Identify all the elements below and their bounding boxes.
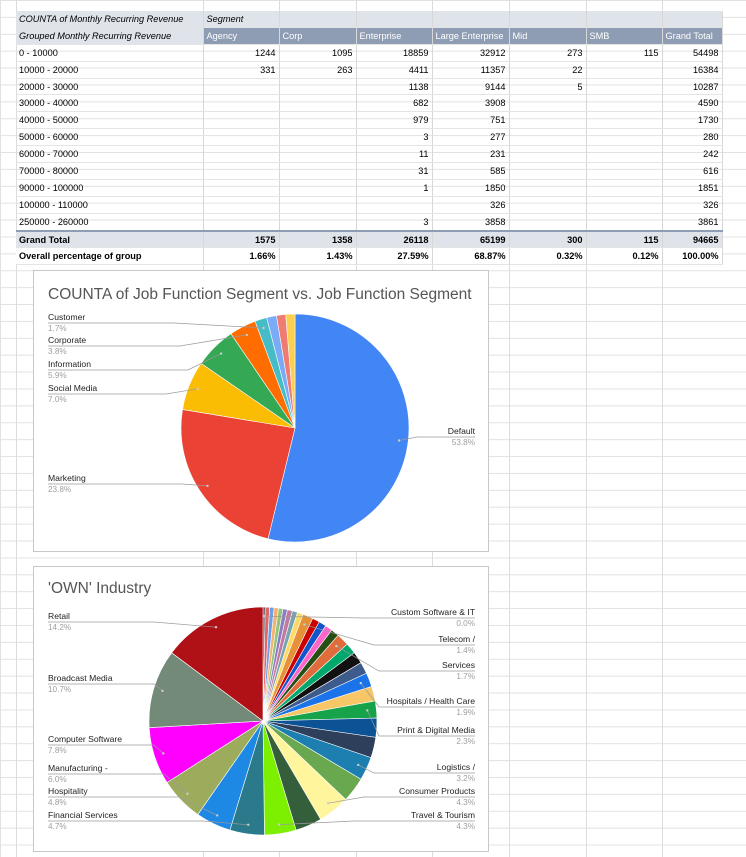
cell[interactable]: 263 [279, 61, 356, 78]
grand-total-row [16, 231, 722, 248]
cell[interactable] [279, 112, 356, 129]
cell[interactable] [586, 112, 662, 129]
slice-label: Default [447, 426, 475, 436]
cell[interactable] [203, 196, 279, 213]
slice-percent-label: 0.0% [456, 619, 475, 628]
slice-label: Consumer Products [399, 786, 475, 796]
row-label[interactable]: 70000 - 80000 [16, 163, 203, 180]
slice-percent-label: 1.7% [48, 324, 67, 333]
cell[interactable]: 3908 [432, 95, 509, 112]
slice-percent-label: 53.8% [451, 438, 475, 447]
row-label[interactable]: 100000 - 110000 [16, 196, 203, 213]
cell[interactable]: 11 [356, 146, 432, 163]
row-label[interactable]: 50000 - 60000 [16, 129, 203, 146]
pivot-row [16, 95, 722, 112]
row-group-header[interactable]: Grouped Monthly Recurring Revenue [16, 27, 203, 44]
cell[interactable] [586, 163, 662, 180]
row-label[interactable]: 30000 - 40000 [16, 95, 203, 112]
cell[interactable] [203, 179, 279, 196]
pivot-header-row [16, 11, 722, 27]
column-header[interactable]: Mid [509, 27, 586, 44]
cell[interactable] [203, 112, 279, 129]
cell[interactable]: 3 [356, 213, 432, 230]
pivot-row [16, 146, 722, 163]
slice-percent-label: 3.2% [456, 774, 475, 783]
cell[interactable] [203, 129, 279, 146]
column-header[interactable]: Large Enterprise [432, 27, 509, 44]
cell[interactable]: 1575 [203, 231, 279, 248]
cell[interactable]: 22 [509, 61, 586, 78]
cell[interactable]: 3858 [432, 213, 509, 230]
slice-percent-label: 6.0% [48, 775, 67, 784]
slice-percent-label: 5.9% [48, 371, 67, 380]
cell[interactable]: 3861 [662, 213, 722, 230]
cell[interactable]: 1 [356, 179, 432, 196]
cell[interactable]: 1358 [279, 231, 356, 248]
leader-dot [398, 439, 400, 441]
pivot-table [16, 11, 723, 265]
cell[interactable]: 1851 [662, 179, 722, 196]
row-label[interactable]: 10000 - 20000 [16, 61, 203, 78]
cell[interactable] [279, 179, 356, 196]
percentage-label[interactable]: Overall percentage of group [16, 248, 203, 265]
cell[interactable]: 277 [432, 129, 509, 146]
cell[interactable] [586, 196, 662, 213]
leader-dot [215, 626, 217, 628]
cell[interactable]: 18859 [356, 44, 432, 61]
cell[interactable]: 1095 [279, 44, 356, 61]
slice-percent-label: 1.4% [456, 646, 475, 655]
cell[interactable]: 115 [586, 44, 662, 61]
pivot-row [16, 213, 722, 230]
leader-dot [303, 623, 305, 625]
cell[interactable]: 94665 [662, 231, 722, 248]
chart-title: COUNTA of Job Function Segment vs. Job Function Segment [48, 286, 472, 303]
cell[interactable] [509, 213, 586, 230]
slice-label: Social Media [48, 383, 98, 393]
cell[interactable]: 326 [432, 196, 509, 213]
column-header[interactable]: Agency [203, 27, 279, 44]
leader-dot [161, 690, 163, 692]
slice-percent-label: 23.8% [48, 485, 72, 494]
leader-line [48, 622, 216, 627]
cell[interactable] [586, 78, 662, 95]
cell[interactable]: 4590 [662, 95, 722, 112]
industry-pie-chart[interactable] [33, 566, 489, 852]
column-header[interactable]: Corp [279, 27, 356, 44]
slice-label: Computer Software [48, 734, 123, 744]
cell[interactable]: 1138 [356, 78, 432, 95]
leader-dot [263, 615, 265, 617]
slice-percent-label: 1.9% [456, 708, 475, 717]
cell[interactable] [203, 163, 279, 180]
leader-line [48, 484, 208, 486]
row-label[interactable]: 40000 - 50000 [16, 112, 203, 129]
slice-label: Logistics / [436, 762, 475, 772]
row-label[interactable]: 60000 - 70000 [16, 146, 203, 163]
pivot-row [16, 163, 722, 180]
cell[interactable] [279, 129, 356, 146]
slice-label: Print & Digital Media [397, 725, 475, 735]
leader-dot [262, 327, 264, 329]
pivot-row [16, 112, 722, 129]
cell[interactable]: 1.43% [279, 248, 356, 265]
cell[interactable] [586, 129, 662, 146]
slice-percent-label: 2.3% [456, 737, 475, 746]
slice-percent-label: 4.3% [456, 798, 475, 807]
leader-dot [357, 764, 359, 766]
cell[interactable]: 65199 [432, 231, 509, 248]
slice-label: Corporate [48, 335, 87, 345]
cell[interactable] [279, 78, 356, 95]
pivot-row [16, 129, 722, 146]
row-label[interactable]: 20000 - 30000 [16, 78, 203, 95]
leader-dot [335, 645, 337, 647]
leader-dot [220, 352, 222, 354]
cell[interactable]: 585 [432, 163, 509, 180]
cell[interactable]: 4411 [356, 61, 432, 78]
cell[interactable]: 1244 [203, 44, 279, 61]
slice-label: Custom Software & IT [390, 607, 475, 617]
cell[interactable]: 16384 [662, 61, 722, 78]
slice-label: Marketing [48, 473, 86, 483]
segment-header[interactable]: Segment [203, 11, 279, 27]
slice-percent-label: 7.0% [48, 395, 67, 404]
chart-title: 'OWN' Industry [48, 580, 152, 597]
column-header[interactable]: Grand Total [662, 27, 722, 44]
cell[interactable]: 3 [356, 129, 432, 146]
leader-line [48, 323, 264, 328]
cell[interactable]: 27.59% [356, 248, 432, 265]
leader-dot [186, 793, 188, 795]
row-label[interactable]: 0 - 10000 [16, 44, 203, 61]
slice-percent-label: 4.7% [48, 822, 67, 831]
cell[interactable] [203, 95, 279, 112]
cell[interactable]: 11357 [432, 61, 509, 78]
slice-label: Broadcast Media [48, 673, 113, 683]
cell[interactable]: 5 [509, 78, 586, 95]
leader-dot [216, 814, 218, 816]
slice-label: Financial Services [48, 810, 118, 820]
slice-percent-label: 3.8% [48, 347, 67, 356]
slice-percent-label: 10.7% [48, 685, 72, 694]
cell[interactable]: 26118 [356, 231, 432, 248]
pivot-row [16, 44, 722, 61]
cell[interactable] [509, 179, 586, 196]
pivot-row [16, 196, 722, 213]
cell[interactable] [586, 61, 662, 78]
job-function-pie-chart[interactable] [33, 270, 489, 552]
leader-dot [197, 388, 199, 390]
slice-label: Retail [48, 611, 70, 621]
cell[interactable] [586, 179, 662, 196]
slice-percent-label: 14.2% [48, 623, 72, 632]
pivot-row [16, 61, 722, 78]
cell[interactable] [509, 146, 586, 163]
cell[interactable] [586, 146, 662, 163]
cell[interactable] [509, 196, 586, 213]
leader-dot [206, 485, 208, 487]
cell[interactable]: 0.12% [586, 248, 662, 265]
cell[interactable]: 682 [356, 95, 432, 112]
slice-label: Information [48, 359, 91, 369]
leader-dot [246, 334, 248, 336]
slice-label: Hospitality [48, 786, 88, 796]
cell[interactable]: 1730 [662, 112, 722, 129]
leader-dot [278, 823, 280, 825]
cell[interactable]: 1.66% [203, 248, 279, 265]
pivot-corner-title[interactable]: COUNTA of Monthly Recurring Revenue [16, 11, 203, 27]
slice-percent-label: 4.3% [456, 822, 475, 831]
cell[interactable]: 280 [662, 129, 722, 146]
cell[interactable]: 115 [586, 231, 662, 248]
cell[interactable] [279, 95, 356, 112]
cell[interactable]: 54498 [662, 44, 722, 61]
cell[interactable] [356, 196, 432, 213]
leader-dot [360, 682, 362, 684]
cell[interactable]: 979 [356, 112, 432, 129]
cell[interactable] [279, 146, 356, 163]
pivot-body [16, 44, 722, 230]
slice-label: Customer [48, 312, 86, 322]
leader-dot [247, 824, 249, 826]
cell[interactable]: 326 [662, 196, 722, 213]
slice-label: Hospitals / Health Care [386, 696, 475, 706]
pivot-row [16, 179, 722, 196]
column-header[interactable]: SMB [586, 27, 662, 44]
slice-label: Services [442, 660, 475, 670]
cell[interactable] [203, 146, 279, 163]
cell[interactable]: 32912 [432, 44, 509, 61]
slice-label: Manufacturing - [48, 763, 108, 773]
cell[interactable] [586, 213, 662, 230]
pivot-column-header-row [16, 27, 722, 44]
cell[interactable]: 100.00% [662, 248, 722, 265]
cell[interactable] [279, 213, 356, 230]
slice-label: Telecom / [438, 634, 475, 644]
cell[interactable] [203, 78, 279, 95]
cell[interactable]: 273 [509, 44, 586, 61]
pivot-row [16, 78, 722, 95]
cell[interactable] [509, 129, 586, 146]
leader-dot [366, 709, 368, 711]
grand-total-label[interactable]: Grand Total [16, 231, 203, 248]
leader-dot [327, 802, 329, 804]
cell[interactable]: 231 [432, 146, 509, 163]
cell[interactable]: 300 [509, 231, 586, 248]
slice-percent-label: 1.7% [456, 672, 475, 681]
cell[interactable] [509, 112, 586, 129]
cell[interactable]: 10287 [662, 78, 722, 95]
cell[interactable]: 31 [356, 163, 432, 180]
cell[interactable]: 9144 [432, 78, 509, 95]
slice-percent-label: 4.8% [48, 798, 67, 807]
cell[interactable]: 68.87% [432, 248, 509, 265]
percentage-row [16, 248, 722, 265]
cell[interactable] [279, 163, 356, 180]
row-label[interactable]: 250000 - 260000 [16, 213, 203, 230]
cell[interactable]: 0.32% [509, 248, 586, 265]
cell[interactable]: 1850 [432, 179, 509, 196]
cell[interactable] [509, 163, 586, 180]
cell[interactable] [279, 196, 356, 213]
cell[interactable]: 331 [203, 61, 279, 78]
slice-percent-label: 7.8% [48, 746, 67, 755]
row-label[interactable]: 90000 - 100000 [16, 179, 203, 196]
cell[interactable] [509, 95, 586, 112]
cell[interactable] [203, 213, 279, 230]
leader-dot [162, 752, 164, 754]
pie-chart-svg [34, 271, 488, 551]
slice-label: Travel & Tourism [411, 810, 475, 820]
column-header[interactable]: Enterprise [356, 27, 432, 44]
pie-chart-svg [34, 567, 488, 851]
cell[interactable] [586, 95, 662, 112]
leader-line [328, 797, 475, 803]
cell[interactable]: 242 [662, 146, 722, 163]
cell[interactable]: 751 [432, 112, 509, 129]
cell[interactable]: 616 [662, 163, 722, 180]
